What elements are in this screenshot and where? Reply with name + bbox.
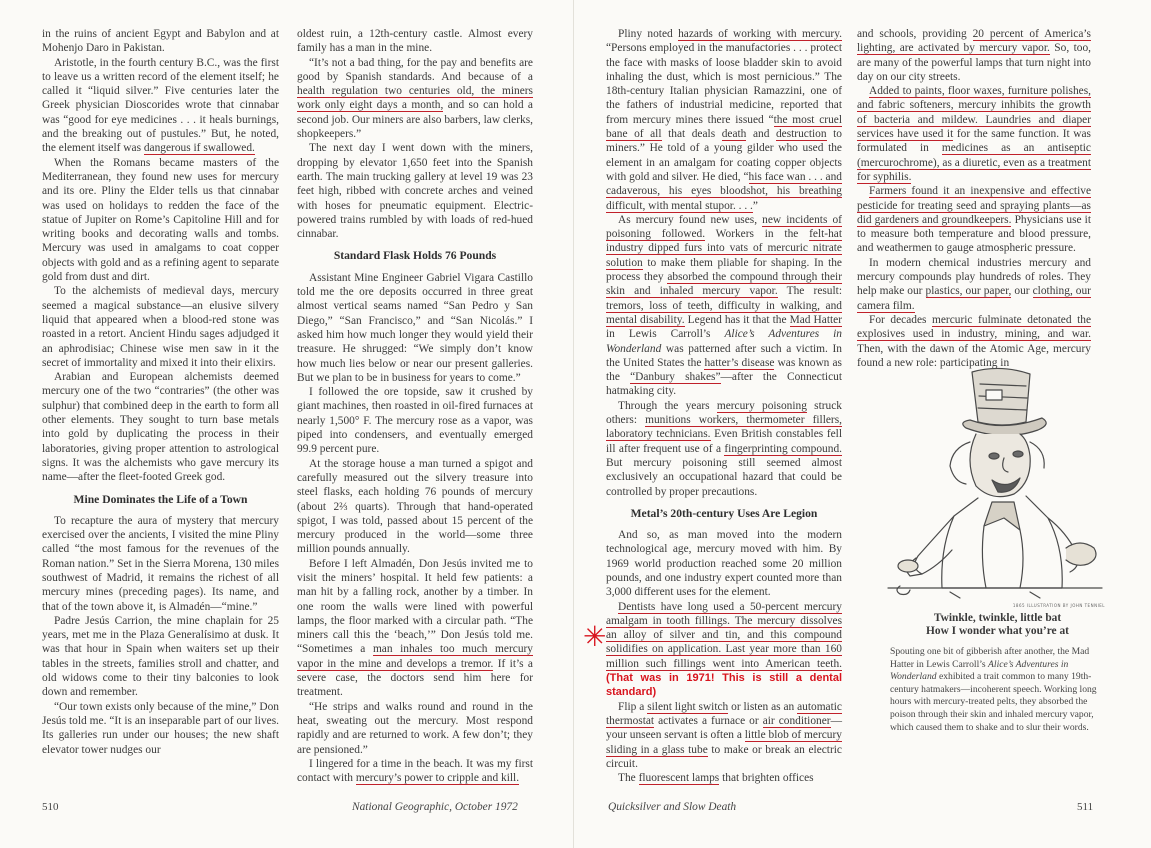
paragraph: Arabian and European alchemists deemed mercury one of the two “contraries” (the other was sulphur) that combined deep in the earth to form all other elements. They sought to turn base metals into gold by duplicating the process in their laboratories, giving proper attention to astrological signs. It was the alchemists who gave mercury its name—after the fleet-footed Greek god. bbox=[42, 371, 279, 484]
left-column-2 bbox=[297, 27, 533, 785]
paragraph: Assistant Mine Engineer Gabriel Vigara Castillo told me the ore deposits occurred in three great almost vertical seams named “San Pedro y San Diego,” “San Francisco,” and “San Nicolás.” I asked him how much longer they would yield their treasure. He shrugged: “We simply don’t know how much lies below or near our present galleries. But we plan to be in business for years to come.” bbox=[297, 271, 533, 384]
highlighted-phrase: plastics, our paper, bbox=[925, 285, 1012, 298]
highlighted-phrase: mercury poisoning bbox=[716, 399, 807, 412]
highlighted-phrase: fluorescent lamps bbox=[638, 772, 720, 785]
paragraph: Flip a silent light switch or listen as an automatic thermostat activates a furnace or air conditioner—your unseen servant is often a little blob of mercury sliding in a glass tube to make or break an electric circuit. bbox=[606, 700, 842, 770]
highlighted-phrase: dangerous if swallowed. bbox=[143, 142, 255, 155]
paragraph: The fluorescent lamps that brighten offices bbox=[618, 772, 814, 785]
highlighted-phrase: health regulation two centuries old, the miners work only eight days a month, bbox=[297, 85, 533, 112]
highlighted-phrase: clothing, our camera film. bbox=[857, 285, 1091, 312]
highlighted-phrase: Added to paints, floor waxes, furniture polishes, and fabric softeners, mercury inhibits the growth of bacteria and mildew. Laundries and diaper services have used it bbox=[857, 85, 1091, 141]
paragraph: The next day I went down with the miners, dropping by elevator 1,650 feet into the Spanish earth. The main trucking gallery at level 19 was 23 feet high, ribbed with concrete arches and veined with hoses for pneumatic equipment. Electric-powered trains rumbled by with loads of red-hued cinnabar. bbox=[297, 142, 533, 241]
section-heading: Metal’s 20th-century Uses Are Legion bbox=[630, 506, 818, 520]
highlighted-phrase: absorbed the compound through their skin and inhaled mercury vapor. bbox=[606, 271, 842, 298]
highlighted-phrase: felt-hat industry dipped furs into vats of mercuric nitrate solution bbox=[606, 228, 843, 269]
left-page bbox=[0, 0, 573, 848]
paragraph: I lingered for a time in the beach. It was my first contact with mercury’s power to cripple and kill. bbox=[297, 757, 533, 785]
highlighted-phrase: air conditioner bbox=[762, 714, 831, 727]
highlighted-phrase: medicines as an antiseptic (mercurochrome), as a diuretic, even as a treatment for syphilis. bbox=[857, 142, 1091, 183]
highlighted-phrase: destruction bbox=[775, 128, 827, 141]
right-column-1 bbox=[606, 27, 842, 785]
paragraph: in the ruins of ancient Egypt and Babylon and at Mohenjo Daro in Pakistan. bbox=[42, 28, 279, 55]
caption-title: Twinkle, twinkle, little bat How I wonder what you’re at bbox=[926, 612, 1069, 637]
highlighted-phrase: man inhales too much mercury vapor in the mine and develops a tremor. bbox=[297, 643, 534, 670]
paragraph bbox=[606, 600, 842, 700]
highlighted-phrase: death bbox=[721, 128, 747, 141]
page-number-right: 511 bbox=[1077, 801, 1094, 813]
paragraph: “It’s not a bad thing, for the pay and benefits are good by Spanish standards. And because of a health regulation two centuries old, the miners work only eight days a month, and so can hold a second job. Our miners are also barbers, law clerks, shopkeepers.” bbox=[297, 56, 533, 141]
left-column-1 bbox=[42, 27, 279, 757]
handwritten-annotation: (That was in 1971! This is still a dental standard) bbox=[606, 672, 842, 699]
paragraph: Before I left Almadén, Don Jesús invited me to visit the miners’ hospital. It held few patients: a man hit by a falling rock, another by a timber. In one room the walls were lined with powerful lamps, the floor marked with a circular path. “The miners call this the ‘beach,’” Don Jesús told me. “Sometimes a man inhales too much mercury vapor in the mine and develops a tremor. If it’s a severe case, the doctors send him here for treatment. bbox=[297, 557, 534, 699]
highlighted-phrase: 20 percent of America’s lighting, are activated by mercury vapor. bbox=[857, 28, 1091, 55]
paragraph: To the alchemists of medieval days, mercury seemed a magical substance—an elusive silvery liquid that appeared when a blood-red stone was roasted in a retort. Ancient Hindu sages adjudged it an aphrodisiac; Chinese wise men saw in it the secret of immortality and mixed it into their elixirs. bbox=[42, 285, 279, 369]
highlighted-phrase: little blob of mercury sliding in a glass tube bbox=[606, 729, 842, 756]
section-heading: Mine Dominates the Life of a Town bbox=[73, 492, 248, 506]
highlighted-phrase: new incidents of poisoning followed. bbox=[606, 213, 842, 241]
paragraph: At the storage house a man turned a spigot and carefully measured out the silvery treasure into steel flasks, each holding 76 pounds of mercury (about 2⅔ quarts). Through that hand-operated spigot, I was told, passed about 15 percent of the mercury produced in the world—some three million pounds annually. bbox=[297, 457, 533, 556]
paragraph: And so, as man moved into the modern technological age, mercury moved with him. By 1969 world production reached some 20 million pounds, and one industry expert counted more than 3,000 different uses for the element. bbox=[606, 529, 842, 599]
paragraph: Pliny noted hazards of working with mercury. “Persons employed in the manufactories . . . protect the face with masks of loose bladder skin to avoid inhaling the dust, which is most pernicious.” The 18th-century Italian physician Ramazzini, one of the fathers of industrial medicine, reported that from mercury mines there issued “the most cruel bane of all that deals death and destruction to miners.” He told of a young gilder who used the element in an amalgam for coating copper objects with gold and silver. He died, “his face wan . . . and cadaverous, his eyes bloodshot, his breathing difficult, with mental stupor. . . .” bbox=[606, 28, 843, 212]
paragraph: To recapture the aura of mystery that mercury exercised over the ancients, I visited the mine Pliny called “the most famous for the revenues of the Roman nation.” Set in the Sierra Morena, 130 miles southwest of Madrid, it remains the richest of all mercury mines (preceding pages). Its name, and that of the town above it, is Almadén—“mine.” bbox=[42, 514, 279, 613]
caption-body: Spouting one bit of gibberish after another, the Mad Hatter in Lewis Carroll’s Alice’s Adventures in Wonderland exhibited a trait common to many 19th-century hatmakers—incoherent speech. Working long hours with mercury-treated pelts, they absorbed the poison through their skin and inhaled mercury vapor, which caused them to shake and to slur their words. bbox=[890, 646, 1097, 733]
paragraph: and schools, providing 20 percent of America’s lighting, are activated by mercury vapor. So, too, are many of the powerful lamps that turn night into day on our city streets. bbox=[857, 28, 1092, 83]
paragraph: Farmers found it an inexpensive and effective pesticide for treating seed and spraying plants—as did gardeners and groundkeepers. Physicians use it to measure both temperature and blood pressure, and weathermen to gauge atmospheric pressure. bbox=[857, 185, 1091, 255]
paragraph: As mercury found new uses, new incidents of poisoning followed. Workers in the felt-hat industry dipped furs into vats of mercuric nitrate solution to make them pliable for shaping. In the process they absorbed the compound through their skin and inhaled mercury vapor. The result: tremors, loss of teeth, difficulty in walking, and mental disability. Legend has it that the Mad Hatter in Lewis Carroll’s Alice’s Adventures in Wonderland was patterned after such a victim. In the United States the hatter’s disease was known as the “Danbury shakes”—after the Connecticut hatmaking city. bbox=[606, 213, 843, 398]
paragraph: In modern chemical industries mercury and mercury compounds play hundreds of roles. They help make our plastics, our paper, our clothing, our camera film. bbox=[857, 256, 1091, 312]
paragraph: Added to paints, floor waxes, furniture polishes, and fabric softeners, mercury inhibits the growth of bacteria and mildew. Laundries and diaper services have used it for the same function. It was formulated in medicines as an antiseptic (mercurochrome), as a diuretic, even as a treatment for syphilis. bbox=[857, 85, 1091, 183]
annotation-star-icon: ✳ bbox=[583, 620, 607, 653]
highlighted-phrase: tremors, loss of teeth, difficulty in walking, and mental disability. bbox=[606, 299, 842, 326]
paragraph: For decades mercuric fulminate detonated the explosives used in industry, mining, and war. Then, with the dawn of the Atomic Age, mercury found a new role: participating in bbox=[857, 313, 1091, 369]
highlighted-phrase: his face wan . . . and cadaverous, his eyes bloodshot, his breathing difficult, with mental stupor. . . . bbox=[606, 170, 843, 212]
illustration-caption bbox=[890, 603, 1105, 734]
paragraph: “Our town exists only because of the mine,” Don Jesús told me. “It is an inseparable part of our lives. Its galleries run under our houses; the new shaft elevator tower nudges our bbox=[42, 700, 279, 756]
highlighted-phrase: “Danbury shakes” bbox=[630, 371, 721, 384]
paragraph: “He strips and walks round and round in the heat, sweating out the mercury. Most respond rapidly and are returned to work. A few don’t; they are pensioned.” bbox=[297, 700, 533, 756]
highlighted-phrase: Dentists have long used a 50-percent mercury amalgam in tooth fillings. The mercury dissolves an alloy of silver and tin, and this compound solidifies on application. Last year more than 160 million such fillings went into American teeth. bbox=[606, 600, 842, 670]
page-number-left: 510 bbox=[42, 801, 59, 813]
paragraph: Through the years mercury poisoning struck others: munitions workers, thermometer fillers, laboratory technicians. Even British constables fell ill after frequent use of a fingerprinting compound. But mercury poisoning still seemed almost exclusively an occupational hazard that could be controlled by proper precautions. bbox=[606, 399, 842, 498]
running-footer-left: National Geographic, October 1972 bbox=[352, 801, 518, 813]
paragraph: Padre Jesús Carrion, the mine chaplain for 25 years, met me in the Plaza Generalísimo at dusk. It was that hour in Spain when waiters set up their tables in the streets, families stroll and chatter, and old widows come to their tiny balconies to look down and remember. bbox=[42, 614, 279, 699]
paragraph: Aristotle, in the fourth century B.C., was the first to leave us a written record of the element itself; he called it “liquid silver.” Five centuries later the Greek physician Dioscorides wrote that cinnabar was “good for eye medicines . . . it heals burnings, and the breaking out of pustules.” But, he noted, the element itself was dangerous if swallowed. bbox=[42, 56, 279, 155]
right-column-2 bbox=[857, 27, 1091, 370]
section-heading: Standard Flask Holds 76 Pounds bbox=[333, 249, 497, 263]
highlighted-phrase: hatter’s disease bbox=[704, 356, 775, 369]
highlighted-phrase: mercury’s power to cripple and kill. bbox=[355, 772, 520, 785]
highlighted-phrase: mercuric fulminate detonated the explosives used in industry, mining, and war. bbox=[857, 313, 1091, 341]
running-footer-right: Quicksilver and Slow Death bbox=[608, 801, 737, 813]
mad-hatter-illustration bbox=[880, 362, 1110, 602]
paragraph: When the Romans became masters of the Mediterranean, they found new uses for mercury and its ore. Pliny the Elder tells us that cinnabar was used on holidays to redden the face of the statue of Jupiter on Rome’s Capitoline Hill and for writing books and decorating walls and tombs. Mercury was used in amalgams to coat copper objects with gold and as a refining agent to separate gold from dust and dirt. bbox=[42, 156, 279, 284]
highlighted-phrase: the most cruel bane of all bbox=[606, 113, 842, 141]
paragraph: oldest ruin, a 12th-century castle. Almost every family has a man in the mine. bbox=[297, 28, 533, 55]
highlighted-phrase: fingerprinting compound. bbox=[724, 442, 842, 455]
image-credit: 1865 ILLUSTRATION BY JOHN TENNIEL bbox=[1012, 603, 1105, 608]
highlighted-phrase: automatic thermostat bbox=[606, 700, 842, 727]
highlighted-phrase: Farmers found it an inexpensive and effective pesticide for treating seed and spraying plants—as did gardeners and groundkeepers. bbox=[857, 185, 1091, 226]
highlighted-phrase: silent light switch bbox=[647, 700, 729, 713]
paragraph: I followed the ore topside, saw it crushed by giant machines, then roasted in oil-fired furnaces at nearly 1,500° F. The mercury rose as a vapor, was piped into condensers, and eventually emerged 99.9 percent pure. bbox=[297, 386, 533, 456]
highlighted-phrase: munitions workers, thermometer fillers, laboratory technicians. bbox=[606, 414, 842, 441]
highlighted-phrase: hazards of working with mercury. bbox=[678, 28, 842, 40]
highlighted-phrase: Mad Hatter bbox=[789, 313, 842, 326]
